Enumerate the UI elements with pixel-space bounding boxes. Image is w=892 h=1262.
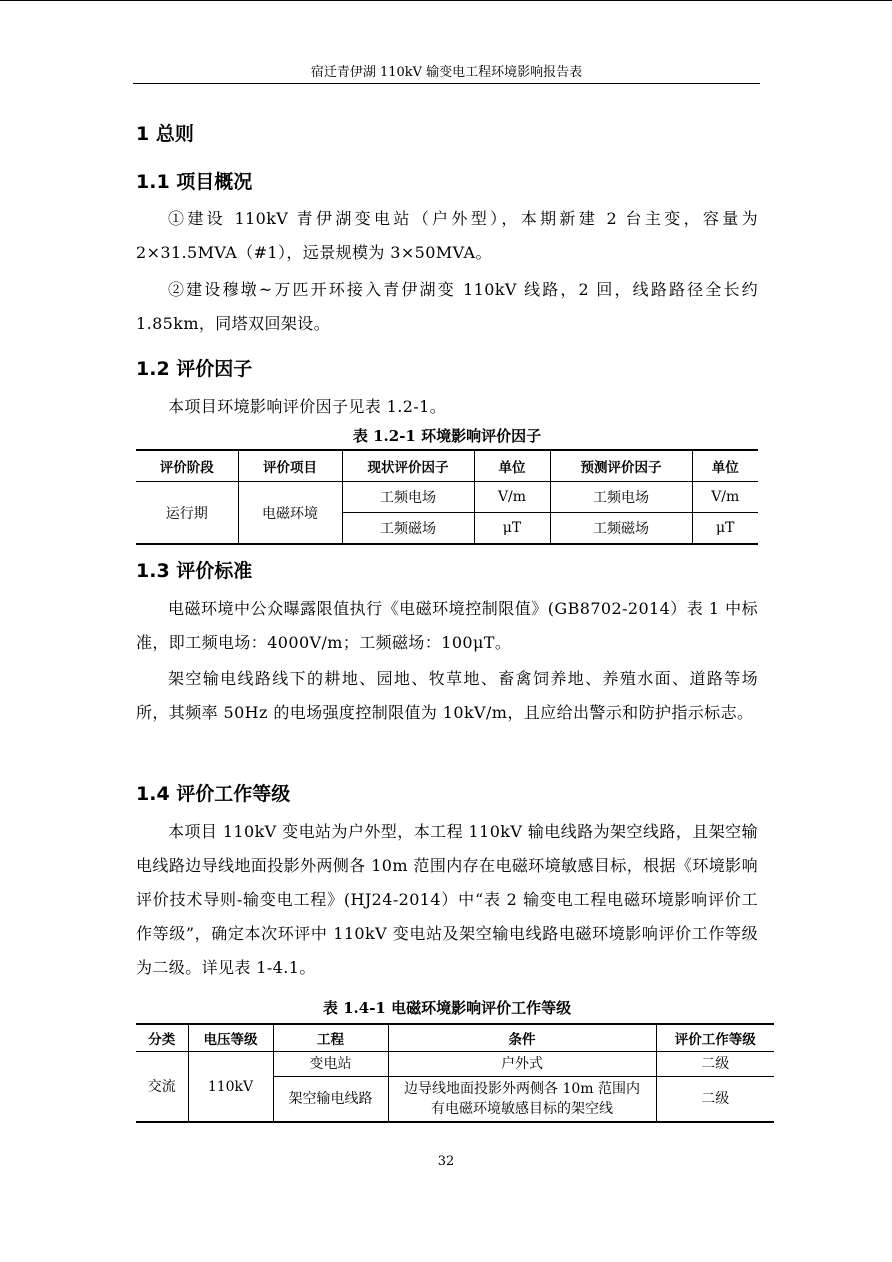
evaluation-factors-table [136, 449, 758, 545]
paragraph-standard-2: 架空输电线路线下的耕地、园地、牧草地、畜禽饲养地、养殖水面、道路等场所，其频率 50Hz 的电场强度控制限值为 10kV/m，且应给出警示和防护指示标志。 [136, 669, 758, 722]
table-cell: 变电站 [273, 1052, 388, 1077]
table-header-row [136, 450, 758, 482]
table-cell: 工频电场 [550, 482, 692, 513]
running-header: 宿迁青伊湖 110kV 输变电工程环境影响报告表 [310, 65, 583, 80]
column-header: 单位 [474, 450, 550, 482]
table-cell: 工频磁场 [342, 513, 474, 545]
column-header: 工程 [273, 1024, 388, 1052]
evaluation-grade-table [136, 1023, 774, 1123]
table-cell-stage: 运行期 [165, 505, 208, 522]
paragraph-factors: 本项目环境影响评价因子见表 1.2-1。 [168, 397, 447, 416]
subsection-heading-1-1: 1.1 项目概况 [136, 171, 253, 193]
table-cell: 边导线地面投影外两侧各 10m 范围内有电磁环境敏感目标的架空线 [388, 1077, 656, 1123]
table-cell: 二级 [656, 1052, 774, 1077]
table-cell: μT [692, 513, 758, 545]
column-header: 现状评价因子 [342, 450, 474, 482]
table-cell-voltage: 110kV [188, 1052, 273, 1123]
page-top-border [0, 0, 892, 1]
table-cell-item: 电磁环境 [238, 482, 342, 545]
paragraph-project-2: ②建设穆墩~万匹开环接入青伊湖变 110kV 线路，2 回，线路路径全长约 1.85km，同塔双回架设。 [136, 280, 758, 333]
column-header: 预测评价因子 [550, 450, 692, 482]
column-header: 评价阶段 [136, 450, 238, 482]
header-rule [133, 83, 760, 84]
column-header: 评价项目 [238, 450, 342, 482]
column-header: 单位 [692, 450, 758, 482]
paragraph-project-1: ①建设 110kV 青伊湖变电站（户外型），本期新建 2 台主变，容量为 2×31.5MVA（#1），远景规模为 3×50MVA。 [136, 209, 758, 262]
table-caption-1-4-1: 表 1.4-1 电磁环境影响评价工作等级 [322, 999, 572, 1017]
table-cell: 工频电场 [342, 482, 474, 513]
table-row [136, 482, 758, 513]
table-caption-1-2-1: 表 1.2-1 环境影响评价因子 [352, 427, 542, 445]
subsection-heading-1-4: 1.4 评价工作等级 [136, 783, 291, 805]
table-cell: μT [474, 513, 550, 545]
section-heading: 1 总则 [136, 123, 194, 145]
column-header: 评价工作等级 [656, 1024, 774, 1052]
paragraph-grade: 本项目 110kV 变电站为户外型，本工程 110kV 输电线路为架空线路，且架空输电线路边导线地面投影外两侧各 10m 范围内存在电磁环境敏感目标，根据《环境影响评价技术导则-输变电工程》(HJ24-2014）中“表 2 输变电工程电磁环境影响评价工作等级”，确定本次环评中 110kV 变电站及架空输电线路电磁环境影响评价工作等级为二级。详见表 1-4.1。 [136, 822, 758, 977]
table-cell: 架空输电线路 [273, 1077, 388, 1123]
table-cell: 二级 [656, 1077, 774, 1123]
subsection-heading-1-3: 1.3 评价标准 [136, 560, 253, 582]
table-cell: V/m [474, 482, 550, 513]
paragraph-standard-1: 电磁环境中公众曝露限值执行《电磁环境控制限值》(GB8702-2014）表 1 中标准，即工频电场：4000V/m；工频磁场：100μT。 [136, 599, 758, 652]
table-header-row [136, 1024, 774, 1052]
column-header: 条件 [388, 1024, 656, 1052]
table-cell: 户外式 [388, 1052, 656, 1077]
subsection-heading-1-2: 1.2 评价因子 [136, 358, 253, 380]
table-row [136, 1052, 774, 1077]
column-header: 电压等级 [188, 1024, 273, 1052]
table-cell: V/m [692, 482, 758, 513]
table-cell: 工频磁场 [550, 513, 692, 545]
column-header: 分类 [136, 1024, 188, 1052]
page-number: 32 [437, 1154, 455, 1169]
table-cell-category: 交流 [147, 1078, 176, 1095]
